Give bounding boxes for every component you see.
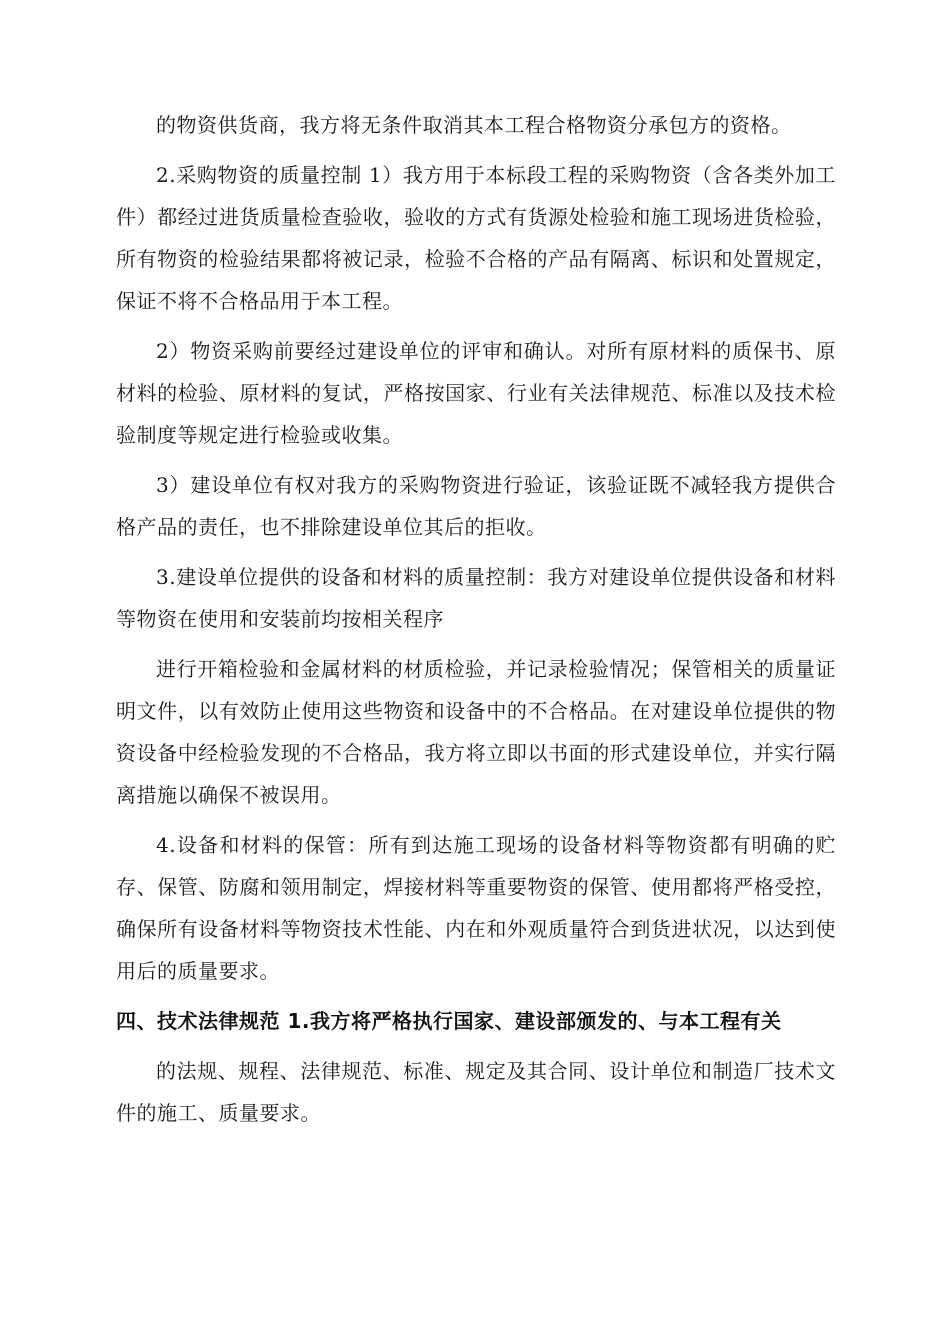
paragraph-regulations-compliance: 的法规、规程、法律规范、标准、规定及其合同、设计单位和制造厂技术文件的施工、质量要求。 [116, 1059, 836, 1125]
paragraph-procurement-review: 2）物资采购前要经过建设单位的评审和确认。对所有原材料的质保书、原材料的检验、原材料的复试，严格按国家、行业有关法律规范、标准以及技术检验制度等规定进行检验或收集。 [116, 339, 836, 447]
paragraph-owner-verification: 3）建设单位有权对我方的采购物资进行验证，该验证既不减轻我方提供合格产品的责任，也不排除建设单位其后的拒收。 [116, 473, 836, 539]
paragraph-inspection-continuation: 进行开箱检验和金属材料的材质检验，并记录检验情况；保管相关的质量证明文件，以有效防止使用这些物资和设备中的不合格品。在对建设单位提供的物资设备中经检验发现的不合格品，我方将立即以书面的形式建设单位，并实行隔离措施以确保不被误用。 [116, 657, 836, 807]
paragraph-procurement-quality-control: 2.采购物资的质量控制 1）我方用于本标段工程的采购物资（含各类外加工件）都经过进货质量检查验收，验收的方式有货源处检验和施工现场进货检验，所有物资的检验结果都将被记录，检验不合格的产品有隔离、标识和处置规定，保证不将不合格品用于本工程。 [116, 163, 836, 313]
paragraph-supplier-qualification: 的物资供货商，我方将无条件取消其本工程合格物资分承包方的资格。 [156, 113, 792, 137]
paragraph-equipment-storage: 4.设备和材料的保管：所有到达施工现场的设备材料等物资都有明确的贮存、保管、防腐和领用制定，焊接材料等重要物资的保管、使用都将严格受控，确保所有设备材料等物资技术性能、内在和外观质量符合到货进状况，以达到使用后的质量要求。 [116, 833, 836, 983]
paragraph-owner-supplied-materials: 3.建设单位提供的设备和材料的质量控制：我方对建设单位提供设备和材料等物资在使用和安装前均按相关程序 [116, 565, 836, 631]
document-body [116, 104, 836, 1134]
section-heading-technical-standards: 四、技术法律规范 1.我方将严格执行国家、建设部颁发的、与本工程有关 [116, 1009, 782, 1033]
